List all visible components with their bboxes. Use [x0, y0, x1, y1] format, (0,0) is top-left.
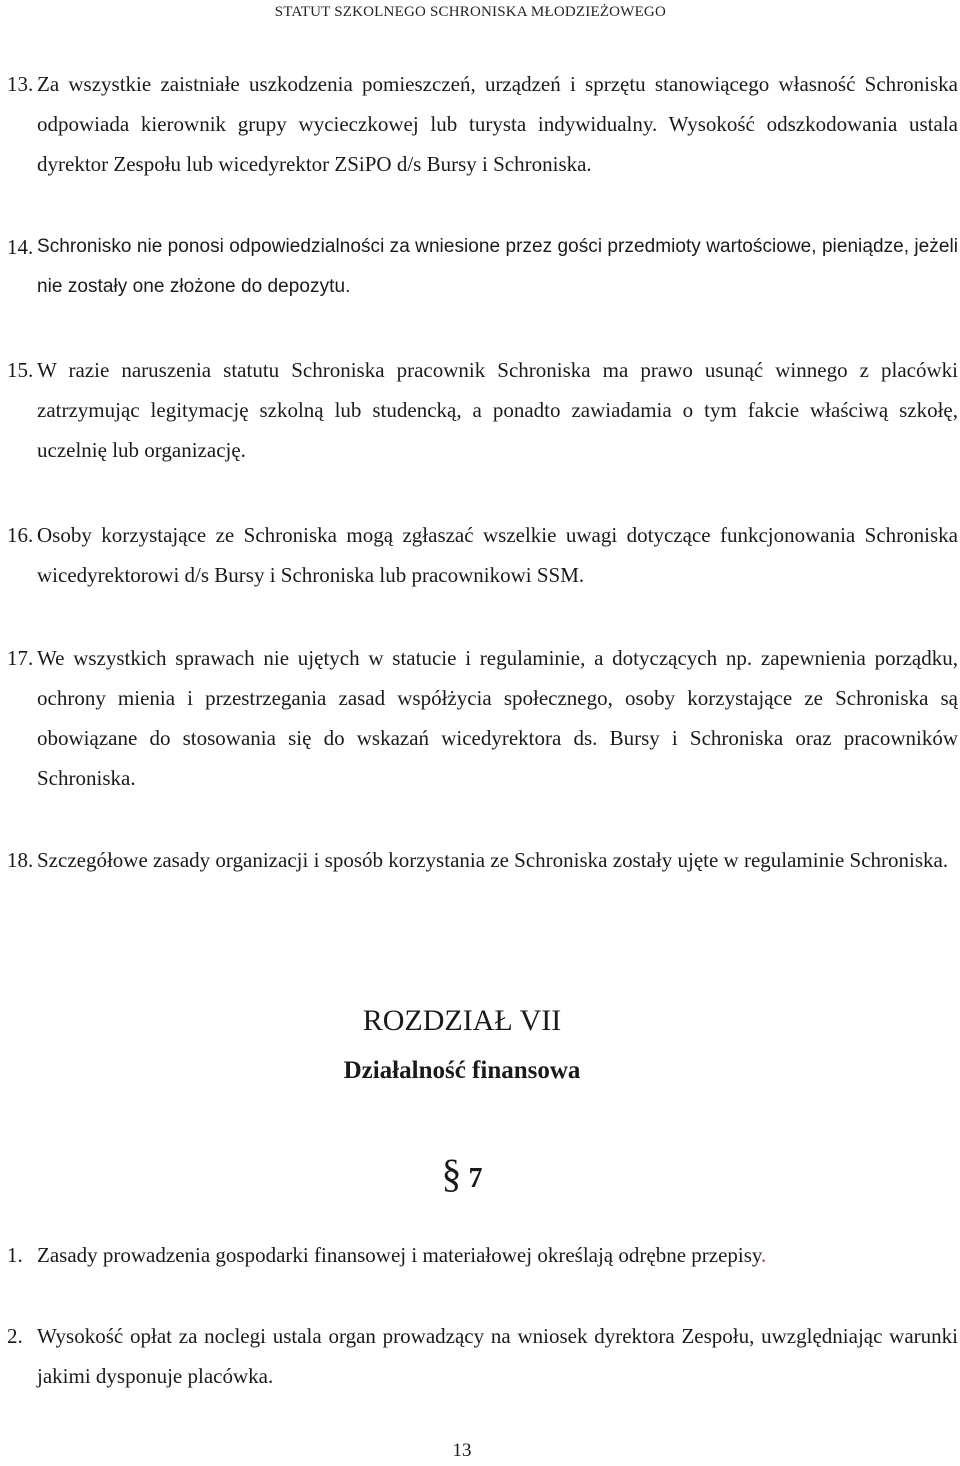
item-end-period: . — [761, 1243, 767, 1267]
item-text — [37, 1316, 958, 1396]
item-number: 2. — [7, 1324, 23, 1348]
item-end-period: . — [267, 1364, 274, 1388]
item-text-body: Zasady prowadzenia gospodarki finansowej i materiałowej określają odrębne przepisy — [37, 1243, 762, 1267]
section-symbol: § — [441, 1151, 462, 1196]
chapter-title: ROZDZIAŁ VII — [362, 1004, 562, 1037]
running-header: STATUT SZKOLNEGO SCHRONISKA MŁODZIEŻOWEGO — [274, 4, 666, 20]
page-number: 13 — [452, 1440, 472, 1461]
paragraph-number: 13. — [7, 72, 34, 96]
paragraph-text: Osoby korzystające ze Schroniska mogą zgłaszać wszelkie uwagi dotyczące funkcjonowania Schroniska wicedyrektorowi d/s Bursy i Schroniska lub pracownikowi SSM. — [37, 523, 958, 587]
section-number: 7 — [468, 1163, 483, 1194]
paragraph-number: 16. — [7, 523, 34, 547]
item-text-body: Wysokość opłat za noclegi ustala organ prowadzący na wniosek dyrektora Zespołu, uwzględniając warunki jakimi dysponuje placówka — [37, 1324, 958, 1388]
section-heading — [0, 1150, 924, 1197]
paragraph-text: Szczegółowe zasady organizacji i sposób korzystania ze Schroniska zostały ujęte w regulaminie Schroniska. — [37, 848, 949, 872]
item-number: 1. — [7, 1243, 23, 1267]
paragraph-number: 17. — [7, 646, 34, 670]
paragraph-number: 15. — [7, 358, 34, 382]
paragraph-number: 14. — [7, 235, 34, 259]
paragraph-text: Schronisko nie ponosi odpowiedzialności za wniesione przez gości przedmioty wartościowe, pieniądze, jeżeli nie zostały one złożone do depozytu. — [37, 236, 958, 297]
paragraph-text: We wszystkich sprawach nie ujętych w statucie i regulaminie, a dotyczących np. zapewnienia porządku, ochrony mienia i przestrzegania zasad współżycia społecznego, osoby korzystające ze Schroniska są obowiązane do stosowania się do wskazań wicedyrektora ds. Bursy i Schroniska oraz pracowników Schroniska. — [37, 646, 958, 790]
item-text — [37, 1235, 958, 1275]
paragraph-number: 18. — [7, 848, 34, 872]
paragraph-text: Za wszystkie zaistniałe uszkodzenia pomieszczeń, urządzeń i sprzętu stanowiącego własność Schroniska odpowiada kierownik grupy wycieczkowej lub turysta indywidualny. Wysokość odszkodowania ustala dyrektor Zespołu lub wicedyrektor ZSiPO d/s Bursy i Schroniska. — [37, 72, 958, 176]
chapter-subtitle: Działalność finansowa — [343, 1057, 581, 1084]
paragraph-text: W razie naruszenia statutu Schroniska pracownik Schroniska ma prawo usunąć winnego z placówki zatrzymując legitymację szkolną lub studencką, a ponadto zawiadamia o tym fakcie właściwą szkołę, uczelnię lub organizację. — [37, 358, 958, 462]
